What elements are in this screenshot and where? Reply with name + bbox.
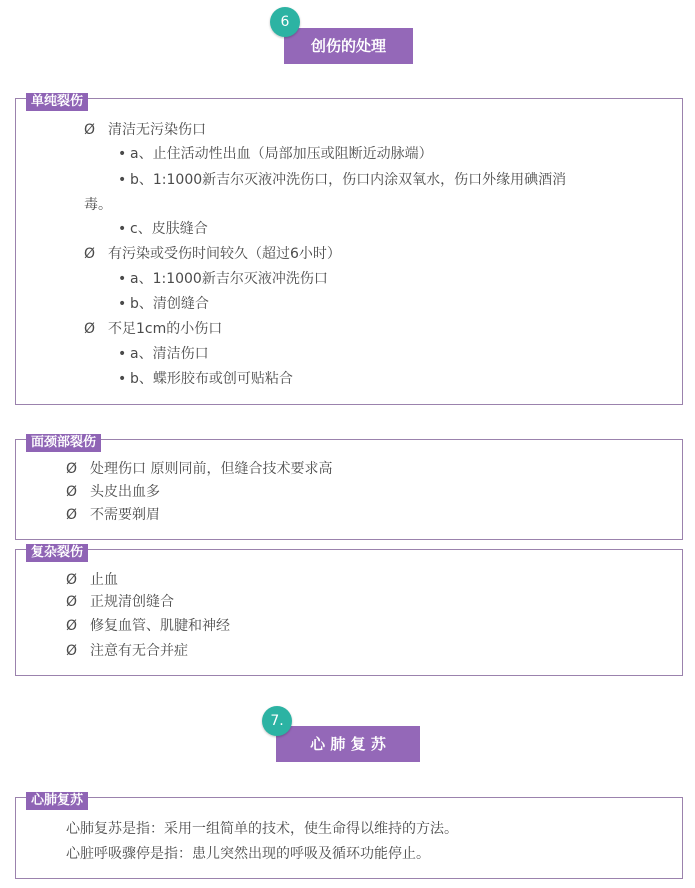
list-item: Ø 不足1cm的小伤口	[84, 321, 223, 337]
list-item: • b、蝶形胶布或创可贴粘合	[118, 371, 293, 387]
list-item: • b、清创缝合	[118, 296, 209, 312]
list-item: Ø 止血	[66, 572, 118, 588]
list-item: Ø 头皮出血多	[66, 484, 160, 500]
cpr-box	[15, 793, 683, 879]
section-6-number-badge: 6	[270, 7, 300, 37]
simple-laceration-tab: 单纯裂伤	[26, 93, 88, 111]
section-6-title: 创伤的处理	[284, 28, 413, 64]
complex-laceration-box	[15, 545, 683, 676]
list-item: • a、清洁伤口	[118, 346, 209, 362]
cpr-tab: 心肺复苏	[26, 792, 88, 810]
list-item: Ø 处理伤口 原则同前，但缝合技术要求高	[66, 461, 333, 477]
list-item: Ø 有污染或受伤时间较久（超过6小时）	[84, 246, 341, 262]
definition-line: 心脏呼吸骤停是指：患儿突然出现的呼吸及循环功能停止。	[66, 846, 430, 862]
section-7-number-badge: 7.	[262, 706, 292, 736]
list-item: Ø 修复血管、肌腱和神经	[66, 618, 230, 634]
face-neck-laceration-box	[15, 435, 683, 540]
complex-laceration-tab: 复杂裂伤	[26, 544, 88, 562]
section-7-title: 心 肺 复 苏	[276, 726, 420, 762]
list-item: • a、1:1000新吉尔灭液冲洗伤口	[118, 271, 328, 287]
definition-line: 心肺复苏是指：采用一组简单的技术，使生命得以维持的方法。	[66, 821, 458, 837]
list-item: Ø 不需要剃眉	[66, 507, 160, 523]
face-neck-laceration-tab: 面颈部裂伤	[26, 434, 101, 452]
list-item: • c、皮肤缝合	[118, 221, 208, 237]
list-item: Ø 清洁无污染伤口	[84, 122, 206, 138]
list-item: • a、止住活动性出血（局部加压或阻断近动脉端）	[118, 146, 433, 162]
list-item: Ø 正规清创缝合	[66, 594, 174, 610]
simple-laceration-box	[15, 94, 683, 405]
list-item: • b、1:1000新吉尔灭液冲洗伤口，伤口内涂双氧水，伤口外缘用碘酒消	[118, 172, 567, 188]
list-item: 毒。	[84, 197, 112, 213]
list-item: Ø 注意有无合并症	[66, 643, 188, 659]
